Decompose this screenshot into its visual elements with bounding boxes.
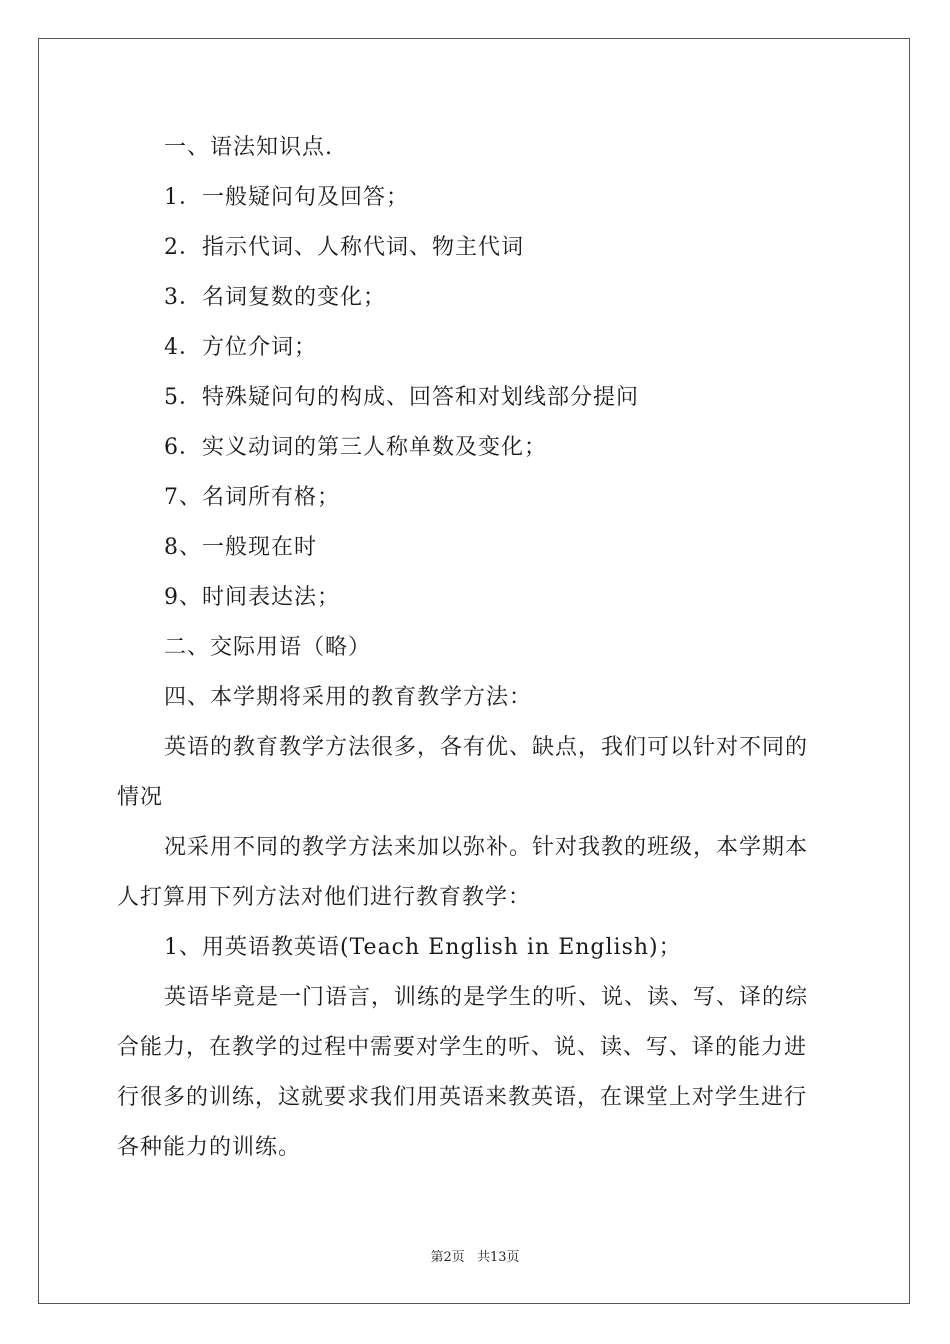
text-line: 4．方位介词； [164, 335, 317, 360]
text-line: 行很多的训练，这就要求我们用英语来教英语，在课堂上对学生进行 [117, 1085, 808, 1110]
text-line: 一、语法知识点. [164, 135, 333, 160]
text-line: 9、时间表达法； [164, 585, 340, 610]
text-line: 人打算用下列方法对他们进行教育教学： [117, 885, 532, 910]
text-line: 合能力，在教学的过程中需要对学生的听、说、读、写、译的能力进 [117, 1035, 808, 1060]
page-number: 第2页 [430, 1250, 465, 1265]
text-line: 英语的教育教学方法很多，各有优、缺点，我们可以针对不同的 [164, 735, 809, 760]
text-line: 7、名词所有格； [164, 485, 340, 510]
text-line: 二、交际用语（略） [164, 635, 372, 660]
text-line: 1、用英语教英语(Teach English in English)； [164, 935, 682, 960]
page-total: 共13页 [476, 1250, 520, 1265]
text-line: 各种能力的训练。 [117, 1135, 302, 1160]
text-line: 6．实义动词的第三人称单数及变化； [164, 435, 547, 460]
text-line: 3．名词复数的变化； [164, 285, 386, 310]
page-footer [0, 1246, 950, 1265]
text-line: 情况 [117, 785, 164, 810]
text-line: 1．一般疑问句及回答； [164, 185, 409, 210]
text-line: 2．指示代词、人称代词、物主代词 [164, 235, 524, 260]
text-line: 8、一般现在时 [164, 535, 317, 560]
document-body [117, 123, 837, 1173]
text-line: 英语毕竟是一门语言，训练的是学生的听、说、读、写、译的综 [164, 985, 809, 1010]
text-line: 5．特殊疑问句的构成、回答和对划线部分提问 [164, 385, 639, 410]
text-line: 况采用不同的教学方法来加以弥补。针对我教的班级，本学期本 [164, 835, 809, 860]
text-line: 四、本学期将采用的教育教学方法： [164, 685, 533, 710]
